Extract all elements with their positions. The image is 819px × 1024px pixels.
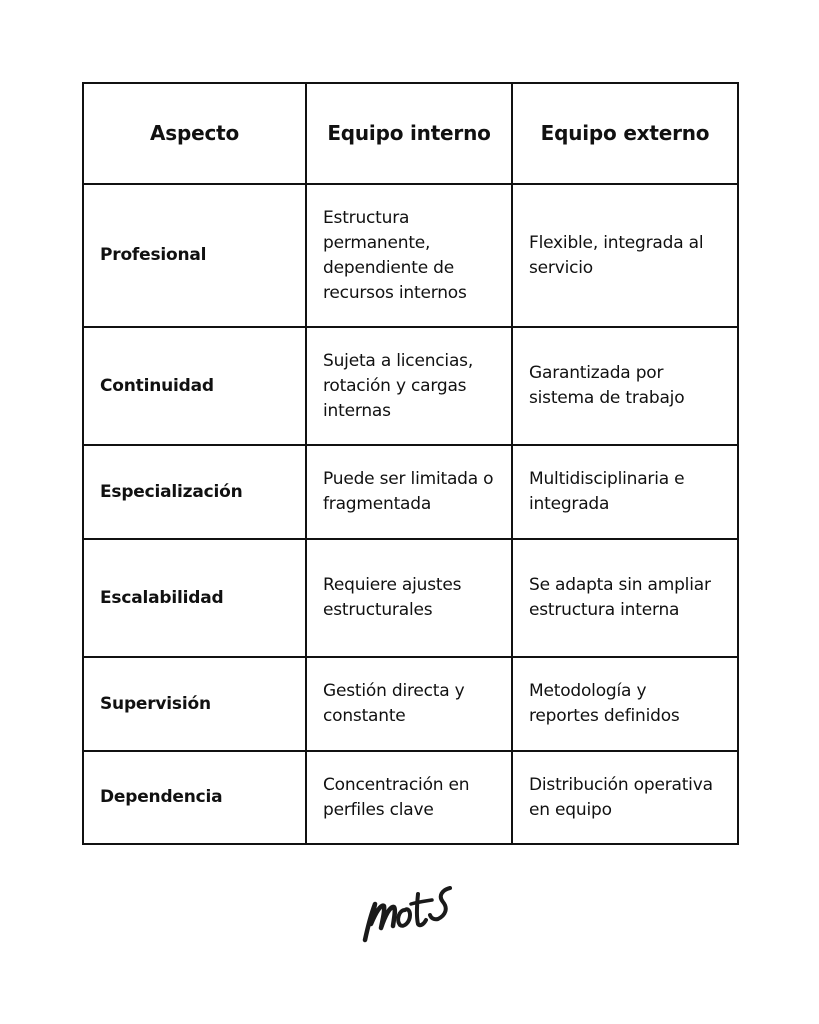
external-cell: Flexible, integrada al servicio — [512, 184, 738, 327]
table-row — [83, 445, 738, 539]
aspect-cell: Profesional — [83, 184, 306, 327]
internal-cell: Estructura permanente, dependiente de recursos internos — [306, 184, 512, 327]
internal-cell: Concentración en perfiles clave — [306, 751, 512, 844]
table-row — [83, 184, 738, 327]
header-internal-team: Equipo interno — [306, 83, 512, 184]
table-row — [83, 327, 738, 445]
aspect-cell: Continuidad — [83, 327, 306, 445]
table-row — [83, 539, 738, 657]
header-aspect: Aspecto — [83, 83, 306, 184]
header-external-team: Equipo externo — [512, 83, 738, 184]
aspect-cell: Dependencia — [83, 751, 306, 844]
mots-logo — [358, 882, 460, 946]
table-row — [83, 657, 738, 751]
table-row — [83, 751, 738, 844]
external-cell: Metodología y reportes definidos — [512, 657, 738, 751]
mots-logo-mark — [358, 882, 460, 946]
aspect-cell: Escalabilidad — [83, 539, 306, 657]
internal-cell: Puede ser limitada o fragmentada — [306, 445, 512, 539]
table-header-row — [83, 83, 738, 184]
external-cell: Se adapta sin ampliar estructura interna — [512, 539, 738, 657]
aspect-cell: Supervisión — [83, 657, 306, 751]
aspect-cell: Especialización — [83, 445, 306, 539]
comparison-table — [82, 82, 739, 845]
external-cell: Distribución operativa en equipo — [512, 751, 738, 844]
external-cell: Multidisciplinaria e integrada — [512, 445, 738, 539]
internal-cell: Requiere ajustes estructurales — [306, 539, 512, 657]
internal-cell: Gestión directa y constante — [306, 657, 512, 751]
internal-cell: Sujeta a licencias, rotación y cargas internas — [306, 327, 512, 445]
external-cell: Garantizada por sistema de trabajo — [512, 327, 738, 445]
